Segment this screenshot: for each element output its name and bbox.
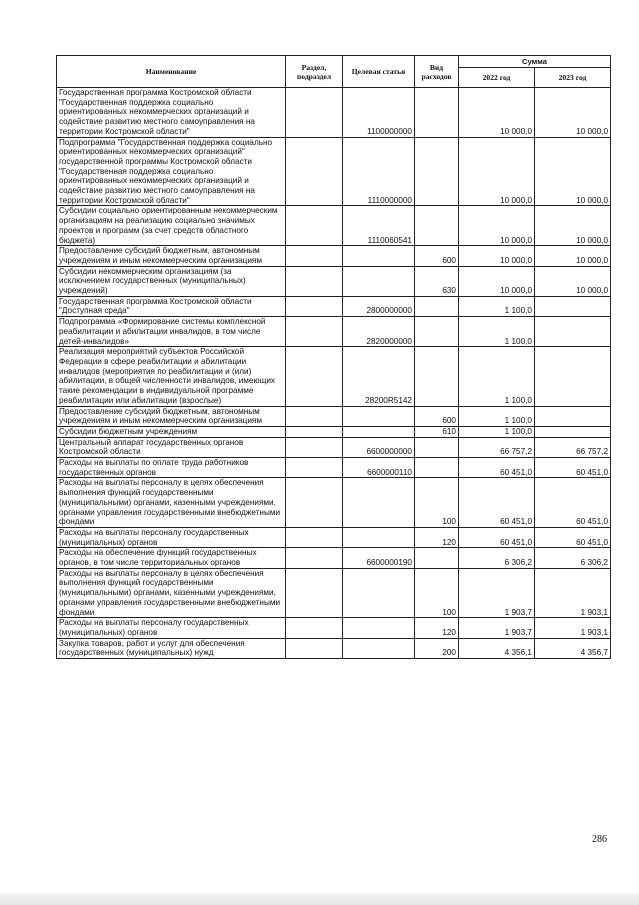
table-row xyxy=(57,478,611,528)
table-row xyxy=(57,88,611,138)
row-name: Предоставление субсидий бюджетным, автономным учреждениям и иным некоммерческим организациям xyxy=(57,406,286,426)
row-target xyxy=(343,266,415,296)
table-row xyxy=(57,206,611,246)
row-section xyxy=(286,266,343,296)
row-target: 28200R5142 xyxy=(343,347,415,406)
table-row xyxy=(57,296,611,316)
row-name: Расходы на выплаты персоналу в целях обеспечения выполнения функций государственными (муниципальными) органами, казенными учреждениями, органами управления государственными внебюджетными фондами xyxy=(57,568,286,618)
row-sum-2023 xyxy=(535,426,611,437)
row-vid: 120 xyxy=(415,527,459,547)
row-section xyxy=(286,618,343,638)
row-sum-2022: 1 903,7 xyxy=(459,618,535,638)
row-sum-2023: 10 000,0 xyxy=(535,88,611,138)
row-section xyxy=(286,296,343,316)
row-name: Центральный аппарат государственных органов Костромской области xyxy=(57,437,286,457)
table-row xyxy=(57,437,611,457)
row-vid xyxy=(415,88,459,138)
row-sum-2023: 4 356,7 xyxy=(535,638,611,658)
row-sum-2023: 10 000,0 xyxy=(535,206,611,246)
row-name: Расходы на выплаты персоналу государственных (муниципальных) органов xyxy=(57,527,286,547)
table-row xyxy=(57,347,611,406)
row-sum-2022: 10 000,0 xyxy=(459,266,535,296)
row-name: Закупка товаров, работ и услуг для обеспечения государственных (муниципальных) нужд xyxy=(57,638,286,658)
row-target xyxy=(343,568,415,618)
row-sum-2022: 10 000,0 xyxy=(459,88,535,138)
row-target xyxy=(343,478,415,528)
scan-edge xyxy=(0,893,639,905)
row-sum-2022: 10 000,0 xyxy=(459,137,535,206)
row-target: 2800000000 xyxy=(343,296,415,316)
table-row xyxy=(57,406,611,426)
row-vid xyxy=(415,317,459,347)
row-sum-2023: 10 000,0 xyxy=(535,266,611,296)
row-section xyxy=(286,458,343,478)
row-section xyxy=(286,206,343,246)
table-row xyxy=(57,317,611,347)
page-number: 286 xyxy=(592,834,607,845)
row-sum-2022: 1 100,0 xyxy=(459,317,535,347)
row-sum-2022: 1 100,0 xyxy=(459,347,535,406)
row-name: Подпрограмма «Формирование системы комплексной реабилитации и абилитации инвалидов, в том числе детей-инвалидов» xyxy=(57,317,286,347)
row-target xyxy=(343,638,415,658)
row-vid xyxy=(415,296,459,316)
row-sum-2022: 60 451,0 xyxy=(459,478,535,528)
row-section xyxy=(286,478,343,528)
row-section xyxy=(286,347,343,406)
header-year-2023: 2023 год xyxy=(535,68,611,88)
row-vid: 610 xyxy=(415,426,459,437)
row-section xyxy=(286,406,343,426)
row-section xyxy=(286,426,343,437)
row-name: Предоставление субсидий бюджетным, автономным учреждениям и иным некоммерческим организациям xyxy=(57,246,286,266)
row-sum-2022: 66 757,2 xyxy=(459,437,535,457)
table-header xyxy=(57,56,611,88)
row-name: Подпрограмма "Государственная поддержка социально ориентированных некоммерческих организаций" государственной программы Костромской области "Государственная поддержка социально ориентированных некоммерческих организаций и содействие развитию местного самоуправления на территории Костромской области" xyxy=(57,137,286,206)
row-name: Субсидии бюджетным учреждениям xyxy=(57,426,286,437)
table-row xyxy=(57,458,611,478)
row-vid: 600 xyxy=(415,406,459,426)
row-sum-2023 xyxy=(535,347,611,406)
row-target xyxy=(343,406,415,426)
table-row xyxy=(57,426,611,437)
row-vid: 600 xyxy=(415,246,459,266)
row-section xyxy=(286,437,343,457)
row-sum-2023: 1 903,1 xyxy=(535,568,611,618)
row-sum-2023: 10 000,0 xyxy=(535,137,611,206)
budget-table xyxy=(56,55,611,659)
row-sum-2023: 1 903,1 xyxy=(535,618,611,638)
row-target xyxy=(343,426,415,437)
row-vid xyxy=(415,137,459,206)
row-vid: 630 xyxy=(415,266,459,296)
row-name: Реализация мероприятий субъектов Российской Федерации в сфере реабилитации и абилитации инвалидов (мероприятия по реабилитации и (или) абилитации, в общей численности инвалидов, имеющих такие рекомендации в индивидуальной программе реабилитации или абилитации (взрослые) xyxy=(57,347,286,406)
row-sum-2023: 60 451,0 xyxy=(535,458,611,478)
row-section xyxy=(286,568,343,618)
row-name: Государственная программа Костромской области "Доступная среда" xyxy=(57,296,286,316)
table-row xyxy=(57,638,611,658)
row-target xyxy=(343,618,415,638)
row-target: 6600000190 xyxy=(343,548,415,568)
row-vid: 200 xyxy=(415,638,459,658)
header-year-2022: 2022 год xyxy=(459,68,535,88)
row-sum-2022: 60 451,0 xyxy=(459,458,535,478)
row-vid xyxy=(415,437,459,457)
header-sum: Сумма xyxy=(459,56,611,68)
row-name: Государственная программа Костромской области "Государственная поддержка социально ориентированных некоммерческих организаций и содействие развитию местного самоуправления на территории Костромской области" xyxy=(57,88,286,138)
row-sum-2022: 60 451,0 xyxy=(459,527,535,547)
row-sum-2022: 1 100,0 xyxy=(459,406,535,426)
row-sum-2023 xyxy=(535,296,611,316)
row-sum-2022: 10 000,0 xyxy=(459,246,535,266)
row-vid xyxy=(415,206,459,246)
table-row xyxy=(57,548,611,568)
row-name: Расходы на выплаты персоналу государственных (муниципальных) органов xyxy=(57,618,286,638)
table-row xyxy=(57,527,611,547)
header-vid: Вид расходов xyxy=(415,56,459,88)
row-sum-2023 xyxy=(535,317,611,347)
row-target: 6600000000 xyxy=(343,437,415,457)
row-sum-2023: 60 451,0 xyxy=(535,527,611,547)
row-sum-2022: 1 903,7 xyxy=(459,568,535,618)
row-sum-2022: 1 100,0 xyxy=(459,296,535,316)
row-name: Расходы на обеспечение функций государственных органов, в том числе территориальных органов xyxy=(57,548,286,568)
row-section xyxy=(286,527,343,547)
row-section xyxy=(286,246,343,266)
row-sum-2022: 4 356,1 xyxy=(459,638,535,658)
header-name: Наименование xyxy=(57,56,286,88)
table-row xyxy=(57,266,611,296)
row-sum-2023: 6 306,2 xyxy=(535,548,611,568)
row-sum-2023 xyxy=(535,406,611,426)
table-body xyxy=(57,88,611,659)
row-sum-2023: 10 000,0 xyxy=(535,246,611,266)
row-sum-2022: 1 100,0 xyxy=(459,426,535,437)
row-name: Субсидии социально ориентированным некоммерческим организациям на реализацию социально значимых проектов и программ (за счет средств областного бюджета) xyxy=(57,206,286,246)
row-vid xyxy=(415,347,459,406)
row-sum-2022: 6 306,2 xyxy=(459,548,535,568)
header-section: Раздел, подраздел xyxy=(286,56,343,88)
row-vid: 100 xyxy=(415,568,459,618)
row-target: 2820000000 xyxy=(343,317,415,347)
row-section xyxy=(286,317,343,347)
row-name: Расходы на выплаты персоналу в целях обеспечения выполнения функций государственными (муниципальными) органами, казенными учреждениями, органами управления государственными внебюджетными фондами xyxy=(57,478,286,528)
row-target: 6600000110 xyxy=(343,458,415,478)
table-row xyxy=(57,246,611,266)
table-row xyxy=(57,137,611,206)
row-name: Субсидии некоммерческим организациям (за исключением государственных (муниципальных) учреждений) xyxy=(57,266,286,296)
table-row xyxy=(57,568,611,618)
row-sum-2022: 10 000,0 xyxy=(459,206,535,246)
row-section xyxy=(286,137,343,206)
row-vid: 100 xyxy=(415,478,459,528)
row-name: Расходы на выплаты по оплате труда работников государственных органов xyxy=(57,458,286,478)
row-target xyxy=(343,246,415,266)
row-sum-2023: 66 757,2 xyxy=(535,437,611,457)
row-section xyxy=(286,548,343,568)
row-section xyxy=(286,88,343,138)
row-target: 1110060541 xyxy=(343,206,415,246)
header-target: Целевая статья xyxy=(343,56,415,88)
row-target: 1100000000 xyxy=(343,88,415,138)
row-section xyxy=(286,638,343,658)
row-vid: 120 xyxy=(415,618,459,638)
table-row xyxy=(57,618,611,638)
row-vid xyxy=(415,548,459,568)
row-target: 1110000000 xyxy=(343,137,415,206)
row-sum-2023: 60 451,0 xyxy=(535,478,611,528)
row-target xyxy=(343,527,415,547)
row-vid xyxy=(415,458,459,478)
